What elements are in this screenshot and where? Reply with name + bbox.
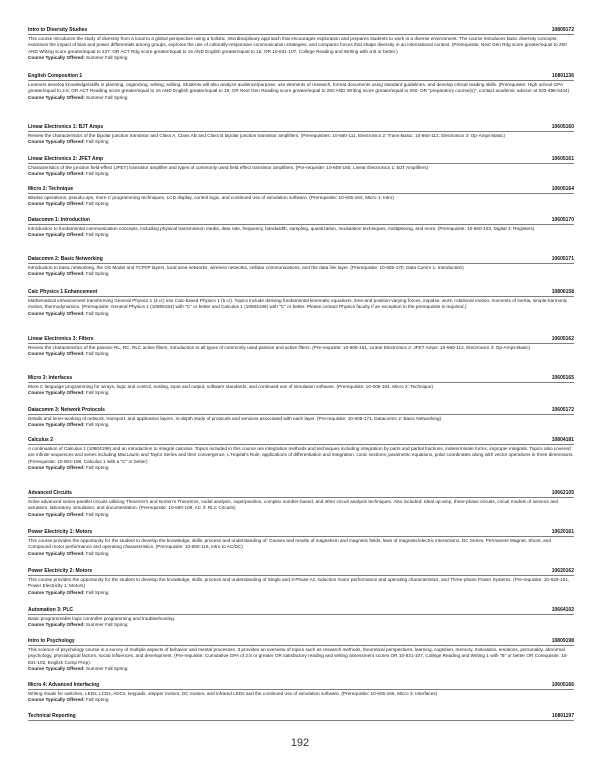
- course-description: Bitwise operations, pseudo-ops, more C programming techniques, LCD display, control logic, and continued use of simulation software. (Prerequisite: 10-605-163, Micro 1: Intro): [28, 195, 394, 200]
- divider: [28, 497, 574, 498]
- offered-terms: Fall Spring: [86, 511, 109, 517]
- course-entry: [28, 682, 574, 704]
- course-description: Review the characteristics of the passive RL, RC, RLC active filters, introduction to all types of commonly used passive and active filters. (Pre-requisite: 10-605-161, Linear Electronics 2: JFET Amps; 10-660-112, Electronics 3: Op-Amps-Basic): [28, 345, 531, 350]
- course-title: Datacomm 1: Introduction: [28, 217, 90, 223]
- course-title: Micro 2: Technique: [28, 186, 74, 192]
- course-description: A continuation of Calculus 1 (10804198) and an introduction to integral calculus. Topics included in this course are integration methods and techniques including integration by parts and partial fractions, indeterminate forms, improper integrals. Topics also covered are infinite sequences and series including MacLaurin and Taylor Series and their convergence, L'Hopital's Rule, applications of differentiation and integration, conic sections, parametric equations, polar coordinates along with vector operations in three dimensions. (Prerequisite: 10-804-198, Calculus 1 with a "C" or better): [28, 446, 574, 464]
- divider: [28, 224, 574, 225]
- course-number: 10620161: [551, 529, 574, 535]
- course-offered: [28, 311, 574, 317]
- offered-label: Course Typically Offered:: [28, 139, 85, 145]
- course-title: Power Electricity 1: Motors: [28, 529, 93, 535]
- course-description: More C language programming for arrays, logic and control, scaling, input and output, software standards, and continued use of simulation software. (Prerequisite: 10-605-164, Micro 2: Technique): [28, 384, 434, 389]
- divider: [28, 575, 574, 576]
- course-number: 10605172: [551, 407, 574, 413]
- divider: [28, 80, 574, 81]
- course-description: Characteristics of the junction field-effect (JFET) transistor amplifier and types of commonly used field effect transistor amplifiers. (Pre-requisite: 10-605-160, Linear Electronics 1: BJT Amplifiers): [28, 165, 429, 170]
- offered-terms: Fall Spring: [86, 271, 109, 277]
- course-title: Intro to Diversity Studies: [28, 27, 88, 33]
- course-entry: [28, 529, 574, 557]
- course-number: 10620162: [551, 568, 574, 574]
- course-number: 10605162: [551, 336, 574, 342]
- offered-terms: Fall Spring: [86, 171, 109, 177]
- page-number: 192: [290, 737, 310, 749]
- course-description: Basic programmable logic controller programming and troubleshooting.: [28, 616, 176, 621]
- course-description: Mathematical enhancement transforming General Physics 1 (4 cr) into Calc-based Physics 1 (5 cr). Topics include deriving fundamental kinematic equations, time-and position-varying forces, impulse, work, rotational motion, moments of inertia, simple-harmonic motion, thermodynamics. (Prerequisite: General Physics 1 (10806154) with "C" or better and Calculus 1 (10804198) with "C" or better. Please contact Physics faculty if an exception to the prerequisite is required.): [28, 298, 568, 310]
- course-description: Details and inner-working of network, transport, and application layers. In-depth study of protocols and services associated with each layer. (Pre-requisite: 10-605-171, Datacomm 2: Basic Networking): [28, 416, 442, 421]
- course-description: Learners develop knowledge/skills in planning, organizing, writing, editing. Students will also analyze audience/purpose, use elements of research, format documents using standard guidelines, and develop critical reading skills. (Prerequisite: High school GPA greater/equal to 2.6; OR ACT Reading score greater/equal to 16 AND English greater/equal to 18; OR Next Gen Reading score greater/equal to 250 AND Writing score greater/equal to 250; OR "preparatory course(s)", contact academic advisor at 920-498-5444): [28, 82, 570, 94]
- course-title: Linear Electronics 2: JFET Amp: [28, 156, 104, 162]
- offered-label: Course Typically Offered:: [28, 94, 85, 100]
- divider: [28, 414, 574, 415]
- course-number: 10605164: [551, 186, 574, 192]
- course-offered: [28, 590, 574, 596]
- divider: [28, 382, 574, 383]
- offered-terms: Summer Fall Spring: [86, 55, 128, 61]
- course-offered: [28, 390, 574, 396]
- course-description: Review the characteristics of the bipolar junction transistor and Class A, Class AB and Class B bipolar junction transistor amplifiers. (Prerequisites: 10-660-111, Electronics 2: Trans-Basic; 10-660-112, Electronics 3: Op-Amps-Basic): [28, 133, 506, 138]
- divider: [28, 131, 574, 132]
- course-title: Calc Physics 1 Enhancement: [28, 289, 98, 295]
- course-offered: [28, 422, 574, 428]
- course-title: Datacomm 3: Network Protocols: [28, 407, 105, 413]
- course-offered: [28, 139, 574, 145]
- divider: [28, 163, 574, 164]
- offered-label: Course Typically Offered:: [28, 271, 85, 277]
- divider: [28, 444, 574, 445]
- course-title: Datacomm 2: Basic Networking: [28, 256, 103, 262]
- offered-terms: Fall Spring: [86, 390, 109, 396]
- course-offered: [28, 697, 574, 703]
- course-title: Technical Reporting: [28, 713, 76, 719]
- course-offered: [28, 666, 574, 672]
- course-title: Power Electricity 2: Motors: [28, 568, 93, 574]
- course-title: Linear Electronics 1: BJT Amps: [28, 124, 104, 130]
- course-number: 10605160: [551, 124, 574, 130]
- course-offered: [28, 351, 574, 357]
- course-description: This science of psychology course is a survey of multiple aspects of behavior and mental processes. It provides an overview of topics such as research methods, theoretical perspectives, learning, cognition, memory, motivation, emotions, personality, abnormal psychology, physiological factors, social influences, and development. (Pre-requisite: Cumulative GPA of 2.6 or greater OR satisfactory reading and writing assessment scores OR 10-831-107, College Reading and Writing 1 with "B" or better OR Corequisite: 10-831-102, English Comp Prep).: [28, 647, 568, 665]
- course-number: 10664102: [551, 607, 574, 613]
- course-entry: [28, 607, 574, 629]
- offered-terms: Fall Spring: [86, 697, 109, 703]
- course-description: Solve advanced series-parallel circuits utilizing Thevenin's and Norton's Theorems, nodal analysis, superposition, complex number-based, and other circuit analysis techniques. Also included: Ideal op-amp, three-phase circuits, circuit models of sensors and actuators, laboratory, simulation, and documentation. (Prerequisite: 10-660-109, AC 3: RLC Circuits): [28, 499, 559, 511]
- course-entry: [28, 407, 574, 429]
- offered-label: Course Typically Offered:: [28, 390, 85, 396]
- offered-label: Course Typically Offered:: [28, 622, 85, 628]
- offered-label: Course Typically Offered:: [28, 465, 85, 471]
- course-entry: [28, 289, 574, 317]
- course-description: This course introduces the study of diversity from a local to a global perspective using a holistic, interdisciplinary approach that encourages exploration and prepares students to work in a diverse environment. The course introduces basic diversity concepts, examines the impact of bias and power differentials among groups, explores the use of culturally-responsive communication strategies, and compares forces that shape diversity in an international context. (Prerequisite: Next Gen Rdg score greater/equal to 250 AND Writing score greater/equal to 237; OR ACT Rdg score greater/equal to 16 AND English greater/equal to 15; OR 10-831-107, College Reading and Writing with a B or better.): [28, 36, 567, 54]
- offered-label: Course Typically Offered:: [28, 697, 85, 703]
- course-description: This course provides the opportunity for the student to develop the knowledge, skills, process and understanding of Single and 3-Phase AC induction motor performance and operating characteristics, and Three-phase Power Systems. (Pre-requisite: 10-620-161, Power Electricity 1: Motors): [28, 577, 570, 589]
- course-entry: [28, 437, 574, 472]
- course-offered: [28, 201, 574, 207]
- course-number: 10801136: [552, 73, 574, 79]
- divider: [28, 689, 574, 690]
- course-number: 10605170: [551, 217, 574, 223]
- offered-terms: Fall Spring: [86, 139, 109, 145]
- offered-terms: Fall Spring: [86, 232, 109, 238]
- offered-terms: Fall Spring: [86, 550, 109, 556]
- course-entry: [28, 27, 574, 62]
- offered-label: Course Typically Offered:: [28, 422, 85, 428]
- course-description: Introduction to fundamental communication concepts, including physical transmission media, data rate, frequency, bandwidth, sampling, quantization, modulation techniques, multiplexing, and more. (Prerequisite: 10-660-103, Digital 3: Registers): [28, 226, 535, 231]
- offered-label: Course Typically Offered:: [28, 310, 85, 316]
- course-title: Advanced Circuits: [28, 490, 72, 496]
- course-entry: [28, 713, 574, 722]
- offered-label: Course Typically Offered:: [28, 550, 85, 556]
- course-entry: [28, 375, 574, 397]
- course-entry: [28, 490, 574, 518]
- course-entry: [28, 256, 574, 278]
- course-number: 10662105: [551, 490, 574, 496]
- divider: [28, 193, 574, 194]
- offered-terms: Fall Spring: [86, 310, 109, 316]
- course-offered: [28, 622, 574, 628]
- course-title: Micro 3: Interfaces: [28, 375, 73, 381]
- course-offered: [28, 271, 574, 277]
- offered-label: Course Typically Offered:: [28, 351, 85, 357]
- course-number: 10801197: [552, 713, 574, 719]
- divider: [28, 296, 574, 297]
- offered-terms: Fall Spring: [86, 589, 109, 595]
- divider: [28, 536, 574, 537]
- course-number: 10605171: [551, 256, 574, 262]
- course-offered: [28, 551, 574, 557]
- course-title: Linear Electronics 3: Filters: [28, 336, 94, 342]
- offered-terms: Fall Spring: [86, 351, 109, 357]
- offered-label: Course Typically Offered:: [28, 55, 85, 61]
- offered-terms: Fall Spring: [86, 465, 109, 471]
- course-title: English Composition 1: [28, 73, 83, 79]
- course-number: 10809172: [551, 27, 574, 33]
- course-entry: [28, 186, 574, 208]
- course-entry: [28, 124, 574, 146]
- offered-label: Course Typically Offered:: [28, 201, 85, 207]
- course-offered: [28, 95, 574, 101]
- course-entry: [28, 73, 574, 101]
- course-title: Calculus 2: [28, 437, 54, 443]
- course-offered: [28, 512, 574, 518]
- offered-terms: Summer Fall Spring: [86, 622, 128, 628]
- divider: [28, 263, 574, 264]
- divider: [28, 343, 574, 344]
- course-number: 10605161: [551, 156, 574, 162]
- offered-terms: Fall Spring: [86, 422, 109, 428]
- course-description: This course provides the opportunity for the student to develop the knowledge, skills, process and understanding of: Causes and results of magnetism and magnetic fields, laws of magnetic/electric interactions, DC Series, Permanent Magnet, Shunt, and Compound motor performance and operating characteristics. (Prerequisite: 10-660-116, Intro to AC/DC): [28, 538, 551, 550]
- offered-label: Course Typically Offered:: [28, 232, 85, 238]
- course-title: Automation 3: PLC: [28, 607, 73, 613]
- course-entry: [28, 156, 574, 178]
- divider: [28, 720, 574, 721]
- course-number: 10605166: [551, 682, 574, 688]
- course-entry: [28, 638, 574, 673]
- course-title: Micro 4: Advanced Interfacing: [28, 682, 100, 688]
- course-offered: [28, 171, 574, 177]
- course-number: 10806158: [551, 289, 574, 295]
- offered-label: Course Typically Offered:: [28, 589, 85, 595]
- course-offered: [28, 55, 574, 61]
- course-entry: [28, 568, 574, 596]
- divider: [28, 614, 574, 615]
- offered-terms: Summer Fall Spring: [86, 666, 128, 672]
- course-offered: [28, 465, 574, 471]
- course-description: Writing rituals for switches, LEDs, LCDs, ADCs, keypads, stepper motors, DC motors, and infrared LEDs and the continued use of simulation software. (Prerequisite: 10-605-165, Micro 3: Interfaces): [28, 691, 438, 696]
- offered-label: Course Typically Offered:: [28, 511, 85, 517]
- offered-terms: Fall Spring: [86, 201, 109, 207]
- course-title: Intro to Psychology: [28, 638, 75, 644]
- course-number: 10605165: [551, 375, 574, 381]
- course-entry: [28, 336, 574, 358]
- offered-label: Course Typically Offered:: [28, 171, 85, 177]
- divider: [28, 645, 574, 646]
- course-number: 10804181: [551, 437, 574, 443]
- course-entry: [28, 217, 574, 239]
- offered-terms: Summer Fall Spring: [86, 94, 128, 100]
- divider: [28, 34, 574, 35]
- offered-label: Course Typically Offered:: [28, 666, 85, 672]
- course-number: 10809198: [551, 638, 574, 644]
- course-description: Introduction to basic networking, the OS Model and TCP/IP layers, local area networks, wireless networks, cellular communications, and the data link layer. (Prerequisite: 10-605-170, Data Comm 1: Introduction): [28, 265, 464, 270]
- course-offered: [28, 232, 574, 238]
